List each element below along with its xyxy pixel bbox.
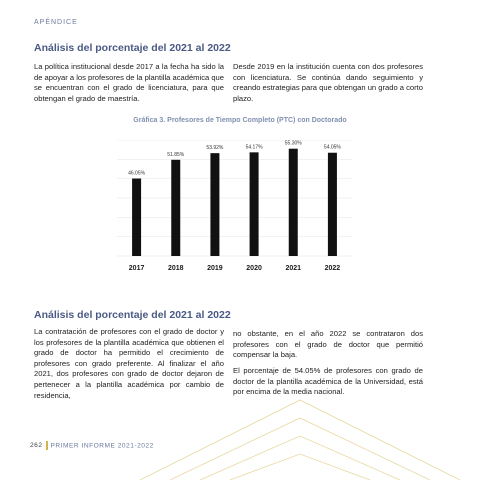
section-header: APÉNDICE (34, 19, 78, 26)
page-number: 262 (30, 442, 43, 450)
value-label-2018: 51.85% (167, 151, 185, 158)
chart-caption-text: Profesores de Tiempo Completo (PTC) con Doctorado (167, 117, 347, 124)
section2-right-paragraph-1: no obstante, en el año 2022 se contrataron dos profesores con el grado de doctor que permitió compensar la baja. (233, 329, 423, 360)
bar-2017 (132, 179, 141, 256)
x-tick-label-2017: 2017 (128, 265, 145, 272)
section2-left-paragraph: La contratación de profesores con el grado de doctor y los profesores de la plantilla académica que obtienen el grado de doctor ha permitido el crecimiento de profesores con grado preferente. Al finalizar el año 2021, dos profesores con grado de doctor dejaron de pertenecer a la plantilla académica por cambio de residencia, (34, 327, 224, 400)
ptc-doctorado-chart (112, 140, 357, 276)
bar-2021 (289, 149, 298, 256)
value-label-2020: 54.17% (245, 144, 263, 151)
value-label-2019: 53.92% (206, 145, 224, 152)
chart-caption (80, 117, 400, 124)
bar-2020 (250, 152, 259, 256)
value-label-2021: 55.30% (284, 140, 302, 147)
bar-2019 (210, 153, 219, 256)
section2-right-paragraph-2: El porcentaje de 54.05% de profesores con grado de doctor de la plantilla académica de la Universidad, está por encima de la media nacional. (233, 366, 423, 397)
x-tick-label-2020: 2020 (246, 265, 262, 272)
value-label-2017: 46.05% (128, 170, 146, 177)
bar-2022 (328, 153, 337, 256)
report-title: PRIMER INFORME 2021-2022 (50, 442, 154, 450)
chart-caption-prefix: Gráfica 3. (133, 117, 166, 124)
section1-right-paragraph: Desde 2019 en la institución cuenta con dos profesores con licenciatura. Se continúa dando seguimiento y creando estrategias para que obtengan un grado a corto plazo. (233, 62, 423, 103)
x-tick-label-2021: 2021 (285, 265, 302, 272)
section2-title: Análisis del porcentaje del 2021 al 2022 (34, 309, 231, 321)
footer-accent-bar (46, 441, 48, 450)
page-footer (30, 441, 154, 450)
bar-2018 (171, 160, 180, 256)
x-tick-label-2018: 2018 (167, 265, 184, 272)
x-tick-label-2019: 2019 (207, 265, 223, 272)
section1-title: Análisis del porcentaje del 2021 al 2022 (34, 42, 231, 54)
section1-left-paragraph: La política institucional desde 2017 a la fecha ha sido la de apoyar a los profesores de la plantilla académica que se encuentran con el grado de licenciatura, para que obtengan el grado de maestría. (34, 62, 224, 103)
value-label-2022: 54.05% (323, 144, 341, 151)
x-tick-label-2022: 2022 (324, 265, 341, 272)
